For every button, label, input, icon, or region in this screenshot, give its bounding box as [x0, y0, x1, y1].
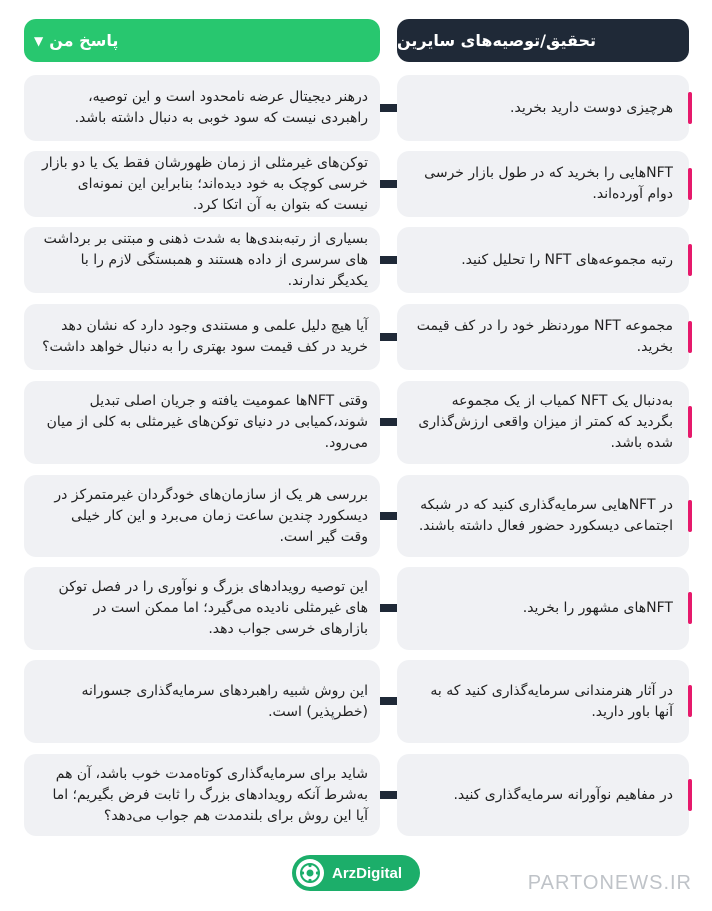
connector	[380, 104, 397, 112]
advice-card	[397, 304, 689, 370]
reply-card	[24, 304, 380, 370]
advice-card	[397, 151, 689, 217]
connector	[380, 512, 397, 520]
connector	[380, 333, 397, 341]
accent-bar	[688, 500, 692, 532]
reply-card	[24, 754, 380, 836]
advice-text: هرچیزی دوست دارید بخرید.	[510, 99, 673, 116]
arzdigital-logo	[292, 855, 420, 891]
reply-text: توکن‌های غیرمثلی از زمان ظهورشان فقط یک یا دو بازار خرسی کوچک به خود دیده‌اند؛ بنابراین این نمونه‌ای نیست که بتوان به آن اتکا کرد.	[42, 154, 368, 213]
connector	[380, 180, 397, 188]
reply-card	[24, 227, 380, 293]
reply-card	[24, 567, 380, 650]
watermark-text: PARTONEWS.IR	[527, 872, 692, 894]
others-advice-header	[397, 19, 689, 62]
reply-text: وقتی NFTها عمومیت یافته و جریان اصلی تبدیل شوند،کمیابی در دنیای توکن‌های غیرمثلی به کلی از میان می‌رود.	[46, 393, 368, 451]
logo-text: ArzDigital	[332, 864, 403, 882]
accent-bar	[688, 92, 692, 124]
reply-text: این روش شبیه راهبردهای سرمایه‌گذاری جسورانه (خطرپذیر) است.	[81, 682, 368, 720]
advice-text: در NFTهایی سرمایه‌گذاری کنید که در شبکه اجتماعی دیسکورد حضور فعال داشته باشند.	[418, 497, 673, 534]
arzdigital-logo-icon	[296, 859, 324, 887]
accent-bar	[688, 406, 692, 438]
advice-card	[397, 227, 689, 293]
advice-card	[397, 475, 689, 557]
triangle-down-icon: ▼	[34, 33, 44, 48]
reply-text: درهنر دیجیتال عرضه نامحدود است و این توصیه، راهبردی نیست که سود خوبی به دنبال داشته باشد.	[74, 89, 368, 126]
reply-card	[24, 660, 380, 743]
my-response-title: پاسخ من	[49, 31, 119, 50]
accent-bar	[688, 779, 692, 811]
accent-bar	[688, 592, 692, 624]
advice-text: در مفاهیم نوآورانه سرمایه‌گذاری کنید.	[453, 786, 673, 803]
accent-bar	[688, 321, 692, 353]
others-advice-title: تحقیق/توصیه‌های سایرین	[397, 31, 597, 50]
connector	[380, 604, 397, 612]
reply-text: بررسی هر یک از سازمان‌های خودگردان غیرمتمرکز در دیسکورد چندین ساعت زمان می‌برد و این کار خیلی وقت گیر است.	[54, 486, 368, 545]
reply-text: بسیاری از رتبه‌بندی‌ها به شدت ذهنی و مبتنی بر برداشت های سرسری از داده هستند و همبستگی لازم را با یکدیگر ندارند.	[43, 230, 368, 289]
advice-card	[397, 660, 689, 743]
reply-text: شاید برای سرمایه‌گذاری کوتاه‌مدت خوب باشد، آن هم به‌شرط آنکه رویدادهای بزرگ را ثابت فرض بگیریم؛ اما آیا این روش برای بلندمدت هم جواب می‌دهد؟	[52, 765, 368, 824]
connector	[380, 418, 397, 426]
advice-text: در آثار هنرمندانی سرمایه‌گذاری کنید که به آنها باور دارید.	[430, 682, 673, 720]
accent-bar	[688, 244, 692, 276]
reply-card	[24, 475, 380, 557]
advice-card	[397, 381, 689, 464]
connector	[380, 256, 397, 264]
advice-text: NFTهایی را بخرید که در طول بازار خرسی دوام آورده‌اند.	[424, 165, 673, 202]
advice-card	[397, 567, 689, 650]
reply-text: این توصیه رویدادهای بزرگ و نوآوری را در فصل توکن های غیرمثلی نادیده می‌گیرد؛ اما ممکن است در بازارهای خرسی جواب دهد.	[58, 579, 368, 637]
advice-text: رتبه مجموعه‌های NFT را تحلیل کنید.	[461, 251, 673, 268]
reply-card	[24, 151, 380, 217]
reply-card	[24, 381, 380, 464]
advice-card	[397, 75, 689, 141]
accent-bar	[688, 168, 692, 200]
connector	[380, 697, 397, 705]
reply-card	[24, 75, 380, 141]
advice-text: NFTهای مشهور را بخرید.	[522, 600, 673, 616]
reply-text: آیا هیچ دلیل علمی و مستندی وجود دارد که نشان دهد خرید در کف قیمت سود بهتری را به دنبال خواهد داشت؟	[42, 318, 368, 355]
my-response-header	[24, 19, 380, 62]
advice-card	[397, 754, 689, 836]
connector	[380, 791, 397, 799]
advice-text: به‌دنبال یک NFT کمیاب از یک مجموعه بگردید که کمتر از میزان واقعی ارزش‌گذاری شده باشد.	[418, 393, 673, 451]
accent-bar	[688, 685, 692, 717]
advice-text: مجموعه NFT موردنظر خود را در کف قیمت بخرید.	[416, 318, 673, 355]
